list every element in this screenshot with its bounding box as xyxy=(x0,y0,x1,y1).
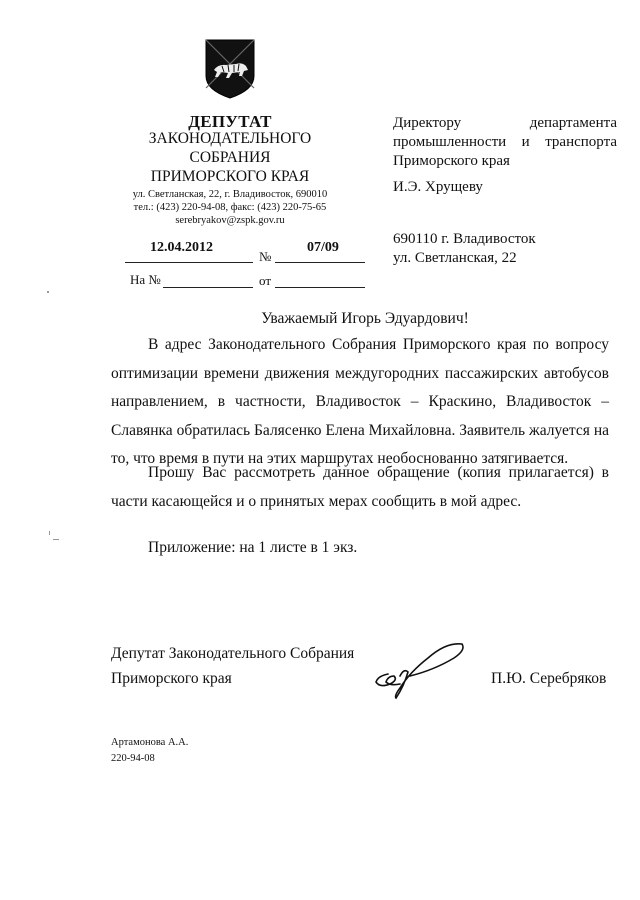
recipient-text: транспорта xyxy=(545,134,617,150)
recipient-region: Приморского края xyxy=(393,153,510,169)
letterhead-org-line: ПРИМОРСКОГО КРАЯ xyxy=(150,168,310,185)
signer-position: Приморского края xyxy=(111,670,232,687)
body-paragraph xyxy=(111,459,609,516)
reply-to-label: На № xyxy=(130,272,161,287)
recipient-text: и xyxy=(521,134,530,150)
executor-name: Артамонова А.А. xyxy=(111,737,189,748)
attachment-note: Приложение: на 1 листе в 1 экз. xyxy=(148,539,358,556)
paragraph-text: В адрес Законодательного Собрания Приморского края по вопросу оптимизации времени движения междугородних пассажирских автобусов направлением, в частности, Владивосток – Краскино, Владивосток – Славянка обратилась Балясенко Елена Михайловна. Заявитель жалуется на то, что время в пути на этих маршрутах необоснованно затягивается. xyxy=(111,336,609,467)
recipient-text: промышленности xyxy=(393,134,507,150)
date-underline xyxy=(125,262,253,263)
salutation: Уважаемый Игорь Эдуардович! xyxy=(261,310,469,327)
signer-name: П.Ю. Серебряков xyxy=(491,670,607,687)
outgoing-number: 07/09 xyxy=(307,240,339,255)
signer-position: Депутат Законодательного Собрания xyxy=(111,645,355,662)
paragraph-text: Прошу Вас рассмотреть данное обращение (копия прилагается) в части касающейся и о принятых мерах сообщить в мой адрес. xyxy=(111,464,609,510)
reply-to-underline xyxy=(163,287,253,288)
from-label: от xyxy=(259,273,272,288)
outgoing-date: 12.04.2012 xyxy=(150,240,213,255)
recipient-name: И.Э. Хрущеву xyxy=(393,179,483,195)
recipient-line xyxy=(393,133,617,152)
scan-speck xyxy=(47,291,49,293)
number-underline xyxy=(275,262,365,263)
scan-speck xyxy=(49,531,50,535)
letterhead-address: ул. Светланская, 22, г. Владивосток, 690010 xyxy=(132,189,328,200)
scan-speck xyxy=(53,539,59,540)
from-underline xyxy=(275,287,365,288)
letterhead-title: ДЕПУТАТ xyxy=(188,112,272,131)
body-paragraph xyxy=(111,331,609,474)
recipient-line xyxy=(393,114,617,133)
recipient-position: Директору xyxy=(393,115,462,131)
coat-of-arms-icon xyxy=(202,38,258,100)
executor-phone: 220-94-08 xyxy=(111,753,155,764)
number-sign: № xyxy=(259,249,272,264)
recipient-postal-city: 690110 г. Владивосток xyxy=(393,231,536,247)
signature-icon xyxy=(370,636,470,702)
letterhead-email: serebryakov@zspk.gov.ru xyxy=(175,215,285,226)
letterhead-org-line: СОБРАНИЯ xyxy=(189,149,271,166)
recipient-department: департамента xyxy=(529,115,617,131)
recipient-postal-street: ул. Светланская, 22 xyxy=(393,250,517,266)
letterhead-phones: тел.: (423) 220-94-08, факс: (423) 220-75-65 xyxy=(133,202,327,213)
letterhead-org-line: ЗАКОНОДАТЕЛЬНОГО xyxy=(148,130,312,147)
